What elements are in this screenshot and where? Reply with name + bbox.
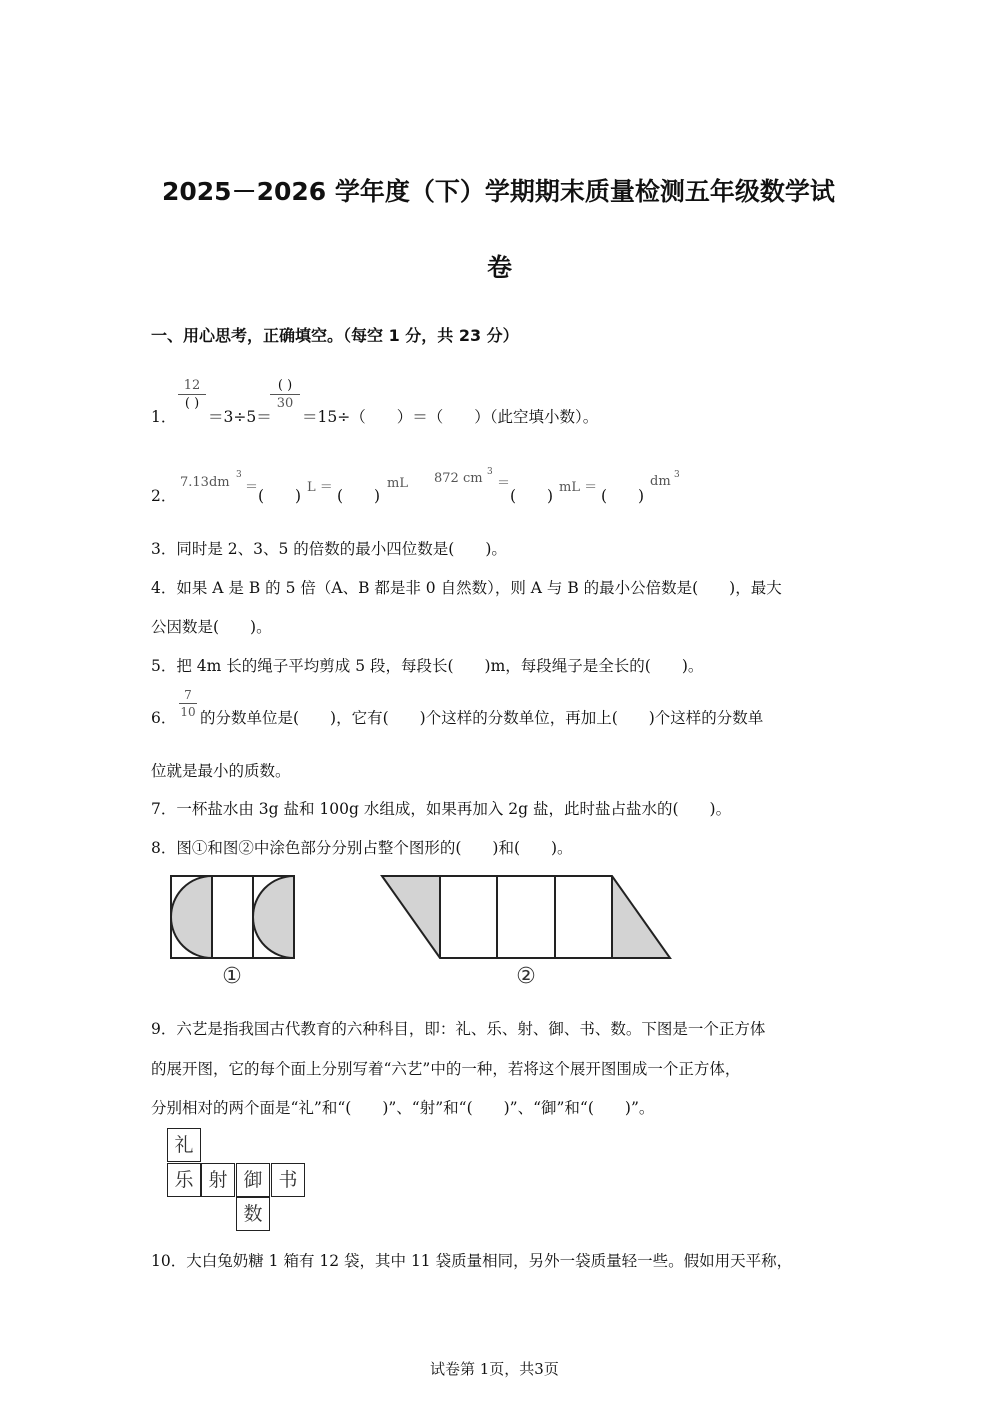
fraction-bar [179,703,197,704]
net-face-shu: 书 [271,1163,305,1197]
fig1-left-half-circle [171,876,212,958]
section-heading: 一、用心思考，正确填空。（每空 1 分，共 23 分） [151,326,519,345]
q2-sup-dm: 3 [674,470,680,480]
q6-number: 6． [151,709,177,727]
q2-value-a: 7.13dm [180,475,230,490]
page-footer: 试卷第 1页，共3页 [430,1360,559,1378]
q2-number: 2． [151,487,177,505]
net-face-she: 射 [201,1163,235,1197]
fig2-label: ② [516,964,536,989]
q2-unit-dm: dm [650,474,671,489]
figure-2 [382,876,670,989]
q2-blank-2: ( ) [337,487,381,505]
q2-value-b: 872 cm [434,471,483,486]
q2-blank-1: ( ) [258,487,302,505]
fraction-bar [178,394,206,395]
question-9-line1: 9．六艺是指我国古代教育的六种科目，即：礼、乐、射、御、书、数。下图是一个正方体 [151,1020,766,1038]
q2-eq-b: ＝ [497,476,511,491]
q1-frac1-denominator: ( ) [184,396,200,411]
question-7: 7．一杯盐水由 3g 盐和 100g 水组成，如果再加入 2g 盐，此时盐占盐水的( )。 [151,800,732,818]
q8-figures [160,866,690,996]
q1-middle: ＝3÷5＝ [208,408,272,426]
q2-unit-mL2: mL ＝ [559,480,598,495]
question-3: 3．同时是 2、3、5 的倍数的最小四位数是( )。 [151,540,507,558]
q2-blank-3: ( ) [510,487,554,505]
q2-blank-4: ( ) [601,487,645,505]
q2-sup-b: 3 [487,467,493,477]
q2-unit-L: L ＝ [307,480,333,495]
net-face-shu2: 数 [236,1197,270,1231]
q6-fraction [179,688,197,719]
question-4-line1: 4．如果 A 是 B 的 5 倍（A、B 都是非 0 自然数），则 A 与 B 的最小公倍数是( )，最大 [151,579,782,597]
question-8: 8．图①和图②中涂色部分分别占整个图形的( )和( )。 [151,839,573,857]
net-face-li: 礼 [167,1128,201,1162]
question-9-line2: 的展开图，它的每个面上分别写着“六艺”中的一种，若将这个展开图围成一个正方体， [151,1060,741,1078]
question-9-line3: 分别相对的两个面是“礼”和“( )”、“射”和“( )”、“御”和“( )”。 [151,1099,655,1117]
q6-frac-denominator: 10 [180,705,196,719]
fraction-bar [270,394,300,395]
question-5: 5．把 4m 长的绳子平均剪成 5 段，每段长( )m，每段绳子是全长的( )。 [151,657,704,675]
net-face-le: 乐 [167,1163,201,1197]
q2-unit-mL: mL [387,476,408,491]
q1-frac1-numerator: 12 [183,378,201,393]
figure-1 [171,876,294,989]
net-face-yu: 御 [236,1163,270,1197]
exam-title-line1: 2025－2026 学年度（下）学期期末质量检测五年级数学试 [162,177,835,206]
q1-fraction-2 [270,378,300,411]
q6-frac-numerator: 7 [184,688,192,702]
q1-number: 1． [151,408,177,426]
q2-eq-a: ＝ [245,480,259,495]
q1-rest: ＝15÷（ ）＝（ ）（此空填小数）。 [302,408,599,426]
fig1-label: ① [222,964,242,989]
q1-frac2-denominator: 30 [276,396,294,411]
exam-title-line2: 卷 [487,253,513,282]
q1-fraction-1 [178,378,206,411]
q6-rest: 的分数单位是( )，它有( )个这样的分数单位，再加上( )个这样的分数单 [200,709,764,727]
q2-sup-a: 3 [236,470,242,480]
q6-line2: 位就是最小的质数。 [151,762,291,780]
fig1-right-half-circle-shade [253,876,294,958]
q1-frac2-numerator: ( ) [277,378,293,393]
question-10-line1: 10．大白兔奶糖 1 箱有 12 袋，其中 11 袋质量相同，另外一袋质量轻一些。假如用天平称， [151,1252,793,1270]
question-4-line2: 公因数是( )。 [151,618,272,636]
